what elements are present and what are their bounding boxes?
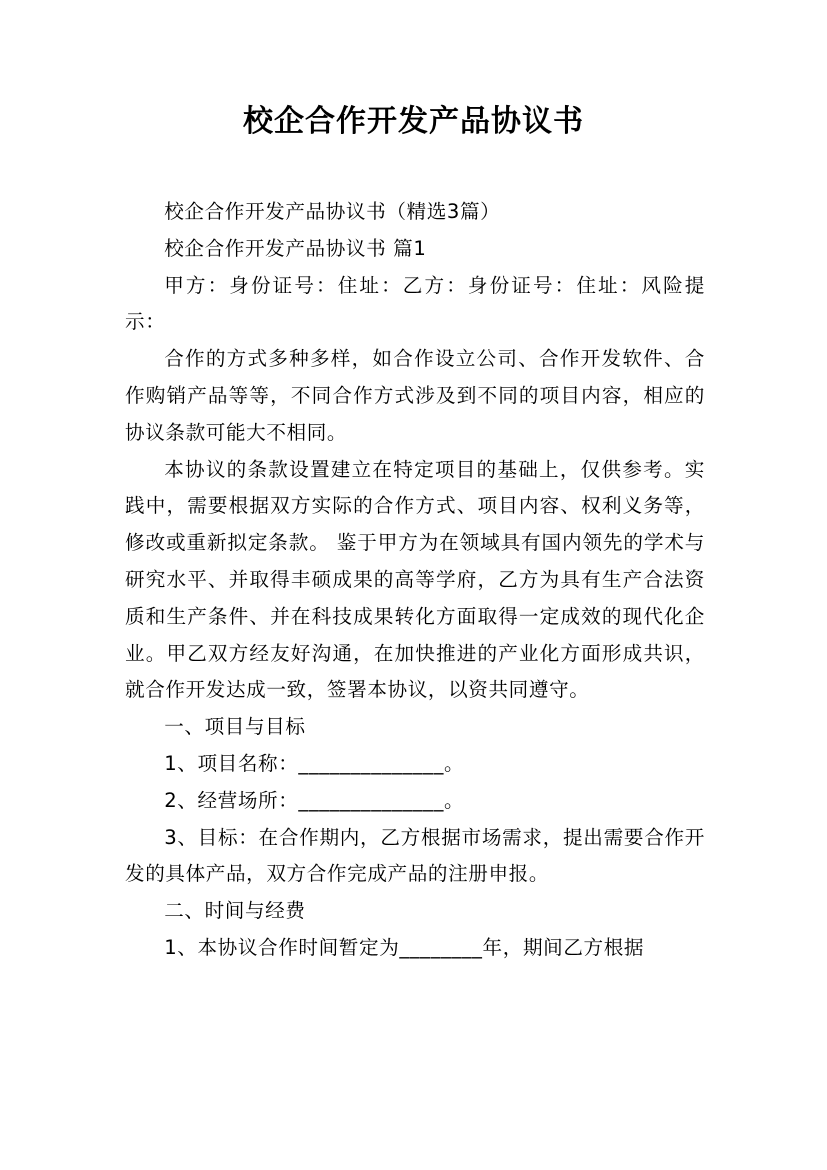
paragraph-terms-basis: 本协议的条款设置建立在特定项目的基础上，仅供参考。实践中，需要根据双方实际的合作方式、项目内容、权利义务等，修改或重新拟定条款。 鉴于甲方为在领域具有国内领先的学术与研究水平、并取得丰硕成果的高等学府，乙方为具有生产合法资质和生产条件、并在科技成果转化方面取得一定成效的现代化企业。甲乙双方经友好沟通，在加快推进的产业化方面形成共识，就合作开发达成一致，签署本协议，以资共同遵守。 xyxy=(125,457,705,702)
paragraph-parties: 甲方：身份证号：住址：乙方：身份证号：住址：风险提示： xyxy=(125,273,705,334)
paragraph-section-heading: 校企合作开发产品协议书 篇1 xyxy=(164,236,427,260)
clause-business-premises: 2、经营场所：______________。 xyxy=(164,788,465,812)
heading-project-and-goals: 一、项目与目标 xyxy=(164,715,306,739)
document-title: 校企合作开发产品协议书 xyxy=(243,104,584,139)
clause-project-name: 1、项目名称：______________。 xyxy=(164,751,465,775)
clause-goal: 3、目标：在合作期内，乙方根据市场需求，提出需要合作开发的具体产品，双方合作完成产品的注册申报。 xyxy=(125,825,705,886)
paragraph-subtitle: 校企合作开发产品协议书（精选3篇） xyxy=(164,200,501,223)
paragraph-cooperation-methods: 合作的方式多种多样，如合作设立公司、合作开发软件、合作购销产品等等，不同合作方式涉及到不同的项目内容，相应的协议条款可能大不相同。 xyxy=(125,347,705,444)
clause-cooperation-period: 1、本协议合作时间暂定为________年，期间乙方根据 xyxy=(164,935,645,959)
heading-time-and-funding: 二、时间与经费 xyxy=(164,899,306,923)
document-body xyxy=(125,194,705,967)
